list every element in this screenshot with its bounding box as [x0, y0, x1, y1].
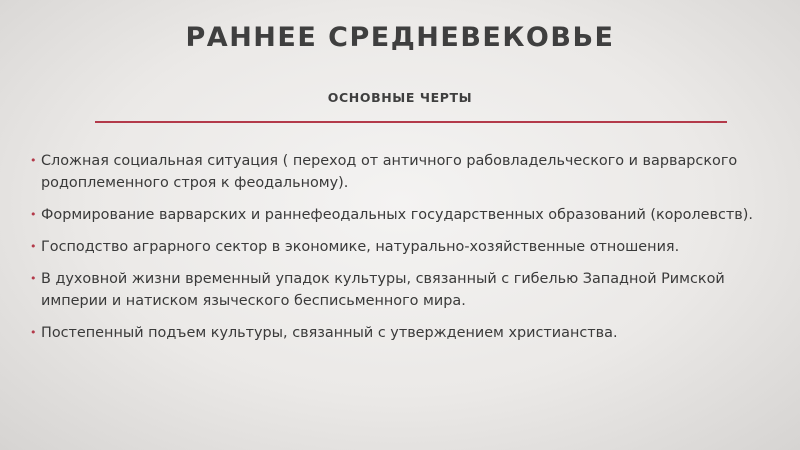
bullet-marker-icon: •	[30, 208, 37, 221]
bullet-text: Постепенный подъем культуры, связанный с утверждением христианства.	[41, 325, 618, 341]
title-divider	[95, 121, 727, 123]
bullet-list	[30, 150, 770, 354]
bullet-item	[30, 150, 770, 194]
bullet-text: Формирование варварских и раннефеодальных государственных образований (королевств).	[41, 207, 753, 223]
bullet-marker-icon: •	[30, 272, 37, 285]
bullet-item	[30, 268, 770, 312]
bullet-item	[30, 204, 770, 226]
bullet-item	[30, 236, 770, 258]
bullet-text: Господство аграрного сектор в экономике, натурально-хозяйственные отношения.	[41, 239, 680, 255]
bullet-marker-icon: •	[30, 326, 37, 339]
bullet-text: В духовной жизни временный упадок культуры, связанный с гибелью Западной Римской империи и натиском языческого бесписьменного мира.	[41, 271, 725, 309]
bullet-marker-icon: •	[30, 154, 37, 167]
bullet-item	[30, 322, 770, 344]
slide-subtitle: ОСНОВНЫЕ ЧЕРТЫ	[327, 90, 473, 105]
bullet-text: Сложная социальная ситуация ( переход от античного рабовладельческого и варварского родоплеменного строя к феодальному).	[41, 153, 738, 191]
slide-title: РАННЕЕ СРЕДНЕВЕКОВЬЕ	[185, 22, 615, 53]
bullet-marker-icon: •	[30, 240, 37, 253]
